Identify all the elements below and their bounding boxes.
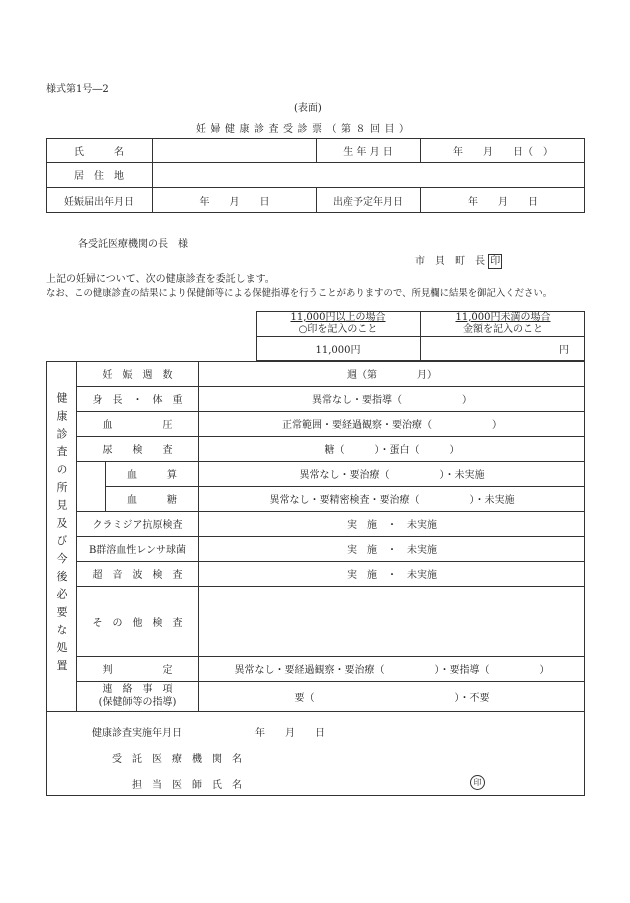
chlamydia-label: クラミジア抗原検査 <box>92 520 183 531</box>
fee-over-title: 11,000円以上の場合 <box>290 311 386 323</box>
fee-under-title: 11,000円未満の場合 <box>455 311 551 323</box>
doctor-seal-char: 印 <box>470 775 485 790</box>
blood-count-field[interactable]: 異常なし・要治療（ ）・未実施 <box>299 470 485 481</box>
institution-field[interactable] <box>260 748 560 764</box>
blood-sugar-field[interactable]: 異常なし・要精密検査・要治療（ ）・未実施 <box>269 495 515 506</box>
contact-field[interactable]: 要（ ）・不要 <box>294 692 490 704</box>
blood-pressure-label: 血 圧 <box>102 420 173 431</box>
dob-field[interactable]: 年 月 日（ ） <box>453 146 553 158</box>
mayor-seal-icon: 印 <box>490 256 501 267</box>
side-label: (表面) <box>294 103 322 114</box>
fee-over-header <box>256 311 420 336</box>
exam-date-field[interactable]: 年 月 日 <box>255 728 325 739</box>
fee-over-value[interactable]: 11,000円 <box>315 345 361 356</box>
blood-sugar-label: 血 糖 <box>127 495 177 506</box>
request-line-1: 上記の妊婦について、次の健康診査を委託します。 <box>46 274 275 285</box>
gbs-field[interactable]: 実 施 ・ 未実施 <box>347 545 437 556</box>
form-title: 妊婦健康診査受診票（第８回目） <box>196 124 414 135</box>
mayor-line <box>415 252 502 269</box>
gbs-label: B群溶血性レンサ球菌 <box>88 545 187 556</box>
doctor-seal-icon <box>470 775 485 790</box>
chlamydia-field[interactable]: 実 施 ・ 未実施 <box>347 520 437 531</box>
contact-label: 連 絡 事 項 <box>102 684 173 695</box>
pregnancy-report-field[interactable]: 年 月 日 <box>199 196 270 208</box>
fee-under-value[interactable] <box>421 336 585 361</box>
name-field[interactable] <box>153 139 315 161</box>
address-label: 居 住 地 <box>74 171 124 182</box>
due-date-label: 出産予定年月日 <box>333 196 403 208</box>
urine-test-field[interactable]: 糖（ ）・蛋白（ ） <box>324 445 460 456</box>
weeks-label: 妊 娠 週 数 <box>102 370 173 381</box>
weeks-field[interactable]: 週（第 月） <box>347 370 437 381</box>
judgment-label: 判 定 <box>102 665 173 676</box>
mayor-title: 市 貝 町 長 <box>415 256 485 267</box>
exam-date-label: 健康診査実施年月日 <box>92 728 182 739</box>
doctor-label: 担 当 医 師 氏 名 <box>132 780 242 791</box>
height-weight-label: 身 長 ・ 体 重 <box>92 395 183 406</box>
due-date-field[interactable]: 年 月 日 <box>468 196 538 208</box>
address-field[interactable] <box>153 163 584 186</box>
form-number: 様式第1号―2 <box>46 84 109 95</box>
fee-under-unit: 円 <box>559 345 569 356</box>
fee-under-header <box>421 311 585 336</box>
blood-count-label: 血 算 <box>127 470 177 481</box>
addressee: 各受託医療機関の長 様 <box>78 239 188 250</box>
contact-sublabel: (保健師等の指導) <box>98 697 177 708</box>
institution-label: 受 託 医 療 機 関 名 <box>112 754 242 765</box>
blood-pressure-field[interactable]: 正常範囲・要経過観察・要治療（ ） <box>282 420 502 431</box>
ultrasound-field[interactable]: 実 施 ・ 未実施 <box>347 570 437 581</box>
pregnancy-report-label: 妊娠届出年月日 <box>64 196 134 208</box>
height-weight-field[interactable]: 異常なし・要指導（ ） <box>312 395 472 406</box>
doctor-field[interactable] <box>260 774 460 790</box>
other-tests-label: そ の 他 検 査 <box>92 617 183 629</box>
name-label: 氏 名 <box>74 146 124 158</box>
dob-label: 生 年 月 日 <box>343 146 393 158</box>
judgment-field[interactable]: 異常なし・要経過観察・要治療（ ）・要指導（ ） <box>234 665 550 676</box>
other-tests-field[interactable] <box>199 587 584 655</box>
urine-test-label: 尿 検 査 <box>102 445 173 456</box>
side-heading: 健康診査の所見及び今後必要な処置 <box>55 392 68 678</box>
contact-label-cell <box>77 681 198 711</box>
request-line-2: なお、この健康診査の結果により保健師等による保健指導を行うことがありますので、所見欄に結果を御記入ください。 <box>46 288 553 299</box>
fee-over-note: ○印を記入のこと <box>298 323 378 335</box>
fee-under-note: 金額を記入のこと <box>463 323 543 335</box>
ultrasound-label: 超 音 波 検 査 <box>92 570 183 581</box>
